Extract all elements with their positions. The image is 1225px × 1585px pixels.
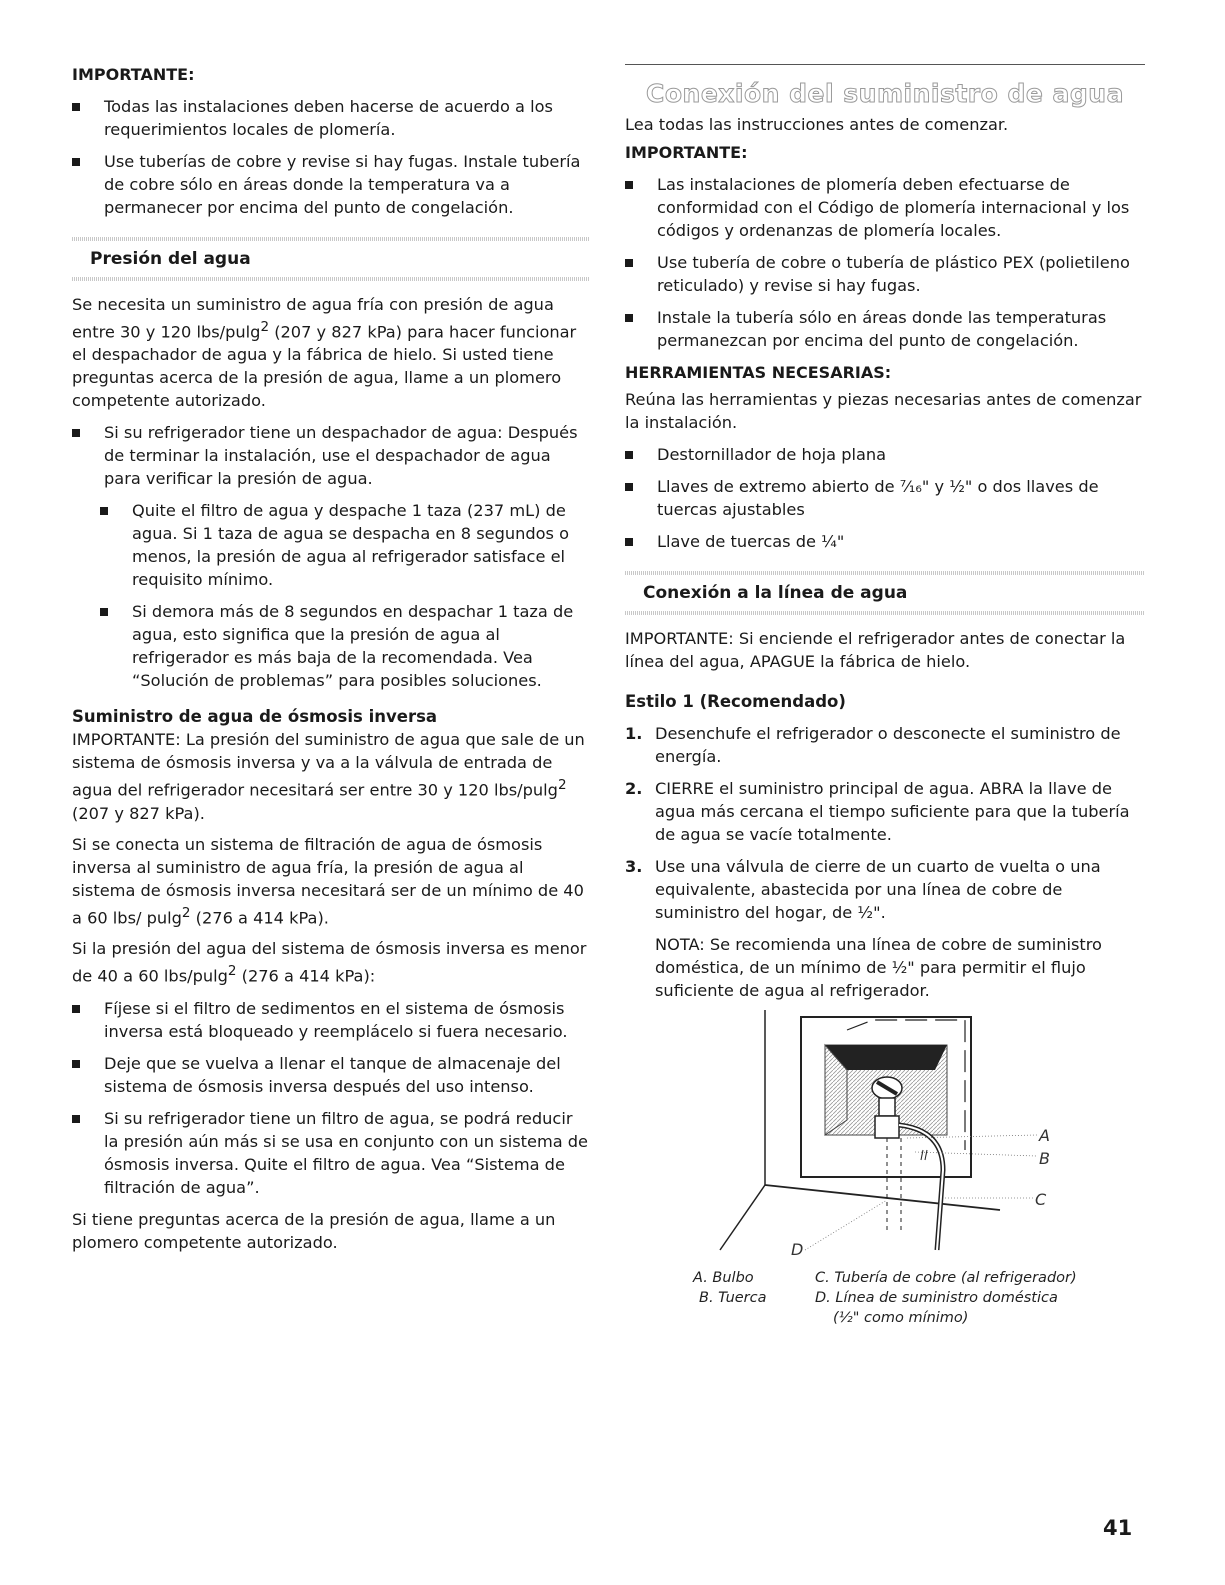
note-text: Se recomienda una línea de cobre de suministro doméstica, de un mínimo de [655, 935, 1102, 977]
list-item: Fíjese si el filtro de sedimentos en el sistema de ósmosis inversa está bloqueado y reemplácelo si fuera necesario. [72, 997, 590, 1043]
important-list [625, 173, 1145, 352]
step-text: ". [873, 903, 886, 922]
ro-p3-text-cont: (276 a 414 kPa): [236, 966, 376, 986]
list-item: Instale la tubería sólo en áreas donde las temperaturas permanezcan por encima del punto de congelación. [625, 306, 1145, 352]
step-number: 3. [625, 857, 643, 876]
step-item [625, 855, 1145, 1002]
list-item: Si su refrigerador tiene un despachador de agua: Después de terminar la instalación, use el despachador de agua para verificar la presión de agua. [72, 421, 590, 490]
connection-heading: Conexión a la línea de agua [643, 583, 908, 603]
pressure-intro-text-cont: (207 y 827 kPa) para hacer funcionar el despachador de agua y la fábrica de hielo. Si usted tiene preguntas acerca de la presión de agua, llame a un plomero competente autorizado. [72, 322, 577, 411]
note-label: NOTA: [655, 935, 705, 954]
valve-illustration [625, 1010, 1145, 1280]
left-column [72, 64, 590, 1254]
read-all-instructions: Lea todas las instrucciones antes de comenzar. [625, 115, 1009, 134]
ro-closing: Si tiene preguntas acerca de la presión de agua, llame a un plomero competente autorizado. [72, 1209, 556, 1252]
step-number: 1. [625, 724, 643, 743]
list-item: Quite el filtro de agua y despache 1 taza (237 mL) de agua. Si 1 taza de agua se despacha en 8 segundos o menos, la presión de agua al refrigerador satisface el requisito mínimo. [100, 499, 590, 591]
step-text: Use una válvula de cierre de un cuarto de vuelta o una equivalente, abastecida por una línea de cobre de suministro del hogar, de [655, 857, 1101, 922]
fraction: ½ [857, 903, 874, 922]
important-label: IMPORTANTE: [72, 65, 195, 84]
section-divider [625, 64, 1145, 65]
tool-text: Llave de tuercas de [657, 532, 822, 551]
tool-text: " y [921, 477, 950, 496]
list-item [625, 530, 1145, 553]
connection-important [625, 627, 1145, 673]
connection-important-label: IMPORTANTE: [625, 629, 734, 648]
tools-list [625, 443, 1145, 553]
list-item: Si su refrigerador tiene un filtro de agua, se podrá reducir la presión aún más si se usa en conjunto con un sistema de ósmosis inversa. Quite el filtro de agua. Vea “Sistema de filtración de agua”. [72, 1107, 590, 1199]
list-item: Use tuberías de cobre y revise si hay fugas. Instale tubería de cobre sólo en áreas donde la temperatura va a permanecer por encima del punto de congelación. [72, 150, 590, 219]
caption-c: C. Tubería de cobre (al refrigerador) [815, 1270, 1077, 1286]
pressure-heading-box [72, 237, 590, 281]
ro-paragraph-1 [72, 728, 590, 824]
caption-d-sub: (½" como mínimo) [833, 1310, 969, 1326]
list-item: Las instalaciones de plomería deben efectuarse de conformidad con el Código de plomería internacional y los códigos y ordenanzas de plomería locales. [625, 173, 1145, 242]
ro-paragraph-2 [72, 833, 590, 929]
note [655, 933, 1145, 1002]
fraction: ½ [891, 958, 908, 977]
pressure-intro-text: Se necesita un suministro de agua fría con presión de agua entre 30 y 120 lbs/pulg [72, 295, 554, 342]
list-item: Destornillador de hoja plana [625, 443, 1145, 466]
pressure-heading: Presión del agua [90, 249, 251, 269]
section-title: Conexión del suministro de agua [646, 79, 1124, 108]
pressure-sublist [100, 499, 590, 692]
tools-label: HERRAMIENTAS NECESARIAS: [625, 363, 892, 382]
tools-intro: Reúna las herramientas y piezas necesarias antes de comenzar la instalación. [625, 390, 1142, 432]
tool-text: " [836, 532, 845, 551]
list-item: Todas las instalaciones deben hacerse de acuerdo a los requerimientos locales de plomería. [72, 95, 590, 141]
tool-text: Llaves de extremo abierto de [657, 477, 900, 496]
caption-d: D. Línea de suministro doméstica [815, 1290, 1058, 1306]
ro-p2-text-cont: (276 a 414 kPa). [190, 908, 329, 928]
important-list [72, 95, 590, 219]
list-item: Deje que se vuelva a llenar el tanque de almacenaje del sistema de ósmosis inversa después del uso intenso. [72, 1052, 590, 1098]
list-item: Use tubería de cobre o tubería de plástico PEX (polietileno reticulado) y revise si hay fugas. [625, 251, 1145, 297]
ro-important-label: IMPORTANTE: [72, 730, 181, 750]
ro-list [72, 997, 590, 1199]
fraction: ⁷⁄₁₆ [899, 477, 922, 496]
right-column [625, 64, 1145, 1326]
page-number: 41 [1103, 1516, 1133, 1540]
connection-heading-box [625, 571, 1145, 615]
callout-c: C [1035, 1190, 1047, 1209]
important-label: IMPORTANTE: [625, 143, 748, 162]
ro-p1-text: La presión del suministro de agua que sale de un sistema de ósmosis inversa y va a la válvula de entrada de agua del refrigerador necesitará ser entre 30 y 120 lbs/pulg [72, 730, 585, 800]
fraction: ½ [949, 477, 965, 496]
list-item: Si demora más de 8 segundos en despachar 1 taza de agua, esto significa que la presión de agua al refrigerador es más baja de la recomendada. Vea “Solución de problemas” para posibles soluciones. [100, 600, 590, 692]
step-item [625, 722, 1145, 768]
callout-d: D [791, 1240, 804, 1259]
superscript: 2 [227, 963, 237, 980]
connection-important-text: Si enciende el refrigerador antes de conectar la línea del agua, APAGUE la fábrica de hielo. [625, 629, 1126, 671]
pressure-list [72, 421, 590, 490]
ro-p3-text: Si la presión del agua del sistema de ósmosis inversa es menor de 40 a 60 lbs/pulg [72, 939, 587, 986]
step-number: 2. [625, 779, 643, 798]
step-text: Desenchufe el refrigerador o desconecte el suministro de energía. [655, 724, 1121, 766]
fraction: ¼ [821, 532, 837, 551]
caption-b: B. Tuerca [699, 1290, 767, 1306]
pressure-intro [72, 293, 590, 412]
ro-p2-text: Si se conecta un sistema de filtración de agua de ósmosis inversa al suministro de agua fría, la presión de agua al sistema de ósmosis inversa necesitará ser de un mínimo de 40 a 60 lbs/ pulg [72, 834, 584, 928]
shutoff-valve-figure [625, 1010, 1145, 1326]
tool-text: " o dos llaves de tuercas ajustables [657, 477, 1099, 519]
style-heading: Estilo 1 (Recomendado) [625, 692, 846, 711]
superscript: 2 [260, 319, 270, 335]
superscript: 2 [181, 904, 191, 921]
callout-b: B [1039, 1149, 1050, 1168]
caption-a: A. Bulbo [693, 1270, 754, 1286]
steps-list [625, 722, 1145, 1002]
ro-paragraph-3 [72, 937, 590, 987]
step-item [625, 777, 1145, 846]
callout-a: A [1039, 1126, 1050, 1145]
ro-p1-text-cont: (207 y 827 kPa). [72, 803, 205, 823]
ro-heading: Suministro de agua de ósmosis inversa [72, 707, 438, 727]
step-text: CIERRE el suministro principal de agua. ABRA la llave de agua más cercana el tiempo suficiente para que la tubería de agua se vacíe totalmente. [655, 779, 1130, 844]
list-item [625, 475, 1145, 521]
note-text: " para permitir el flujo suficiente de agua al refrigerador. [655, 958, 1086, 1000]
superscript: 2 [557, 777, 567, 794]
